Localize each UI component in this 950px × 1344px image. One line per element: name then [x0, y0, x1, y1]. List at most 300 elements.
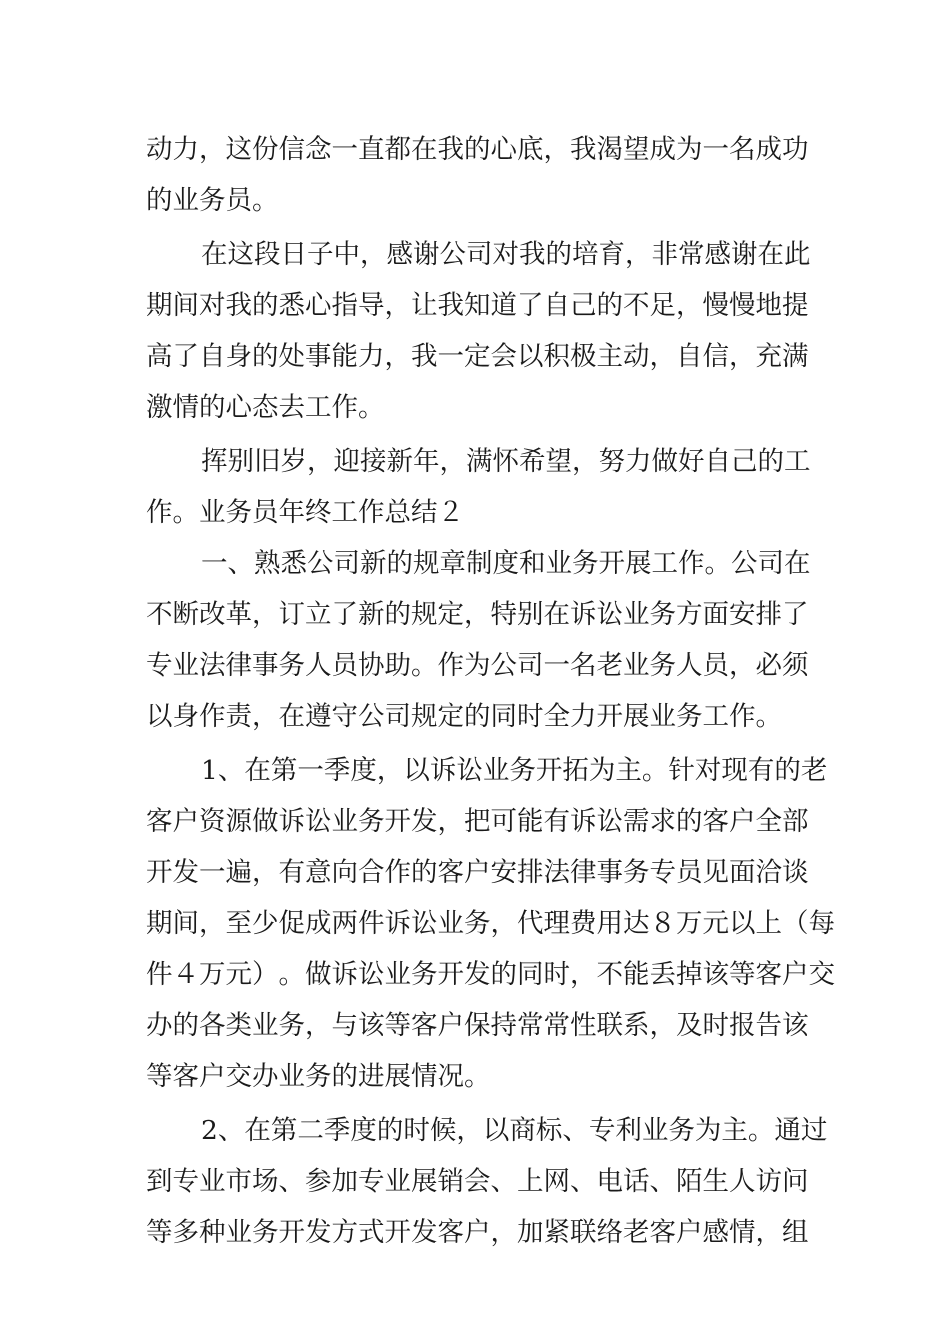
text-char: 、: [562, 1115, 589, 1146]
text-char: 主: [721, 1115, 748, 1146]
text-char: 对: [199, 290, 226, 321]
text-char: 法: [199, 650, 226, 681]
text-char: 户: [464, 1217, 491, 1248]
text-char: 在: [244, 1115, 271, 1146]
text-char: 诉: [570, 599, 597, 630]
text-char: 公: [731, 548, 758, 579]
text-char: 一: [201, 548, 228, 579]
text-char: 丢: [649, 959, 676, 990]
text-char: ，: [570, 959, 597, 990]
text-char: 人: [676, 650, 703, 681]
text-char: 成: [755, 134, 782, 165]
text-char: 。: [704, 548, 731, 579]
text-char: 合: [358, 857, 385, 888]
text-char: 慢: [729, 290, 756, 321]
text-char: 开: [278, 1217, 305, 1248]
text-char: 有: [278, 857, 305, 888]
text-char: 知: [464, 290, 491, 321]
text-char: 和: [519, 548, 546, 579]
text-char: 工: [784, 446, 811, 477]
text-char: 源: [225, 806, 252, 837]
text-char: 促: [278, 908, 305, 939]
text-char: 自: [676, 341, 703, 372]
text-char: 全: [755, 806, 782, 837]
text-char: 了: [517, 290, 544, 321]
text-char: 类: [225, 1010, 252, 1041]
text-char: 的: [774, 755, 801, 786]
text-char: 开: [146, 857, 173, 888]
text-char: 高: [146, 341, 173, 372]
text-char: 务: [623, 857, 650, 888]
text-char: 业: [641, 1115, 669, 1146]
text-char: 心: [305, 290, 332, 321]
text-char: 二: [297, 1115, 324, 1146]
text-char: 积: [543, 341, 570, 372]
paragraph-start-line: [146, 1105, 828, 1156]
text-char: 改: [199, 599, 226, 630]
text-char: 地: [755, 290, 782, 321]
text-char: ，: [464, 599, 491, 630]
text-char: 业: [623, 650, 650, 681]
text-char: 、: [278, 1166, 305, 1197]
text-char: 了: [331, 599, 358, 630]
text-char: 熟: [254, 548, 281, 579]
text-char: 培: [572, 239, 599, 270]
text-char: 不: [596, 959, 623, 990]
text-char: 度: [350, 755, 377, 786]
text-char: 等: [146, 1217, 173, 1248]
text-char: 业: [482, 755, 510, 786]
text-char: 该: [782, 1010, 809, 1041]
text-char: 作: [437, 650, 464, 681]
text-char: 员: [331, 650, 358, 681]
text-char: 感: [386, 239, 413, 270]
text-char: 业: [172, 650, 199, 681]
text-char: 客: [437, 1217, 464, 1248]
text-char: 同: [517, 959, 544, 990]
text-char: 用: [596, 908, 623, 939]
text-char: 。: [641, 755, 669, 786]
text-char: 意: [305, 857, 332, 888]
text-char: 诉: [429, 755, 457, 786]
text-char: 订: [278, 599, 305, 630]
text-char: 信: [702, 341, 729, 372]
text-char: 客: [437, 857, 464, 888]
text-char: 该: [358, 1010, 385, 1041]
text-char: 通: [774, 1115, 801, 1146]
text-char: 件: [358, 908, 385, 939]
text-char: 的: [386, 548, 413, 579]
text-char: 排: [517, 857, 544, 888]
text-char: 做: [252, 806, 279, 837]
text-char: 办: [146, 1010, 173, 1041]
text-char: 讼: [358, 959, 385, 990]
text-char: 工: [651, 548, 678, 579]
text-char: 满: [782, 341, 809, 372]
text-char: 章: [439, 548, 466, 579]
text-char: 客: [702, 806, 729, 837]
text-char: 的: [172, 1010, 199, 1041]
text-char: 公: [307, 548, 334, 579]
text-char: 老: [800, 755, 828, 786]
text-char: 掉: [676, 959, 703, 990]
text-char: 的: [545, 239, 572, 270]
text-char: 情: [729, 1217, 756, 1248]
text-char: 商: [509, 1115, 536, 1146]
text-char: 发: [172, 857, 199, 888]
text-char: 动: [146, 134, 173, 165]
text-char: 过: [800, 1115, 828, 1146]
text-char: 洽: [755, 857, 782, 888]
text-char: 自: [199, 341, 226, 372]
text-char: 我: [519, 239, 546, 270]
text-char: 做: [305, 959, 332, 990]
text-char: 律: [225, 650, 252, 681]
text-line: [146, 949, 835, 1000]
text-char: 常: [543, 1010, 570, 1041]
text-char: 以: [517, 341, 544, 372]
text-char: 每: [808, 908, 835, 939]
text-char: 资: [199, 806, 226, 837]
text-char: 为: [676, 134, 703, 165]
text-line: 激情的心态去工作。: [146, 392, 385, 423]
text-char: 季: [323, 755, 351, 786]
text-char: 参: [305, 1166, 332, 1197]
text-char: 成: [649, 134, 676, 165]
text-char: 接: [360, 446, 387, 477]
text-char: 以: [729, 908, 756, 939]
text-line: [146, 331, 809, 382]
text-char: 的: [596, 290, 623, 321]
text-char: 岁: [280, 446, 307, 477]
text-char: 1: [201, 755, 218, 786]
text-char: 的: [384, 599, 411, 630]
text-char: 自: [543, 290, 570, 321]
text-char: 诉: [570, 806, 597, 837]
text-char: 展: [625, 548, 652, 579]
text-line: [146, 640, 809, 691]
text-char: 指: [331, 290, 358, 321]
text-char: 为: [588, 755, 616, 786]
text-char: 不: [146, 599, 173, 630]
text-char: 务: [411, 959, 438, 990]
text-char: 以: [403, 755, 430, 786]
text-char: 一: [437, 341, 464, 372]
text-char: 的: [411, 857, 438, 888]
text-char: 客: [649, 1217, 676, 1248]
text-char: 业: [199, 1166, 226, 1197]
text-char: 做: [651, 446, 678, 477]
text-char: 市: [225, 1166, 252, 1197]
text-char: 系: [623, 1010, 650, 1041]
text-char: 为: [694, 1115, 722, 1146]
text-char: ，: [755, 1217, 782, 1248]
text-char: 主: [596, 341, 623, 372]
text-char: 方: [331, 1217, 358, 1248]
text-char: 电: [596, 1166, 623, 1197]
text-char: 别: [517, 599, 544, 630]
text-char: 务: [278, 1010, 305, 1041]
text-char: 安: [490, 857, 517, 888]
text-char: 少: [252, 908, 279, 939]
text-char: 户: [729, 806, 756, 837]
text-char: 员: [676, 857, 703, 888]
text-char: 上: [517, 1166, 544, 1197]
text-char: 了: [172, 341, 199, 372]
text-char: 非: [651, 239, 678, 270]
text-char: 络: [596, 1217, 623, 1248]
text-char: 年: [413, 446, 440, 477]
text-char: 业: [545, 548, 572, 579]
text-char: 常: [678, 239, 705, 270]
text-char: ，: [384, 341, 411, 372]
text-char: 员: [702, 650, 729, 681]
text-line: [146, 124, 809, 175]
text-char: 网: [543, 1166, 570, 1197]
text-char: 专: [172, 1166, 199, 1197]
document-body: [146, 124, 835, 1258]
text-line: [146, 847, 809, 898]
text-char: 时: [702, 1010, 729, 1041]
text-char: 两: [331, 908, 358, 939]
text-char: ４: [172, 959, 199, 990]
text-char: 诉: [278, 806, 305, 837]
text-char: 业: [225, 1217, 252, 1248]
text-char: 业: [252, 1010, 279, 1041]
text-char: 候: [429, 1115, 457, 1146]
text-char: 发: [464, 959, 491, 990]
text-char: 谢: [731, 239, 758, 270]
text-char: 安: [729, 599, 756, 630]
text-char: 慢: [702, 290, 729, 321]
text-char: 特: [490, 599, 517, 630]
text-char: 身: [225, 341, 252, 372]
text-char: 在: [201, 239, 228, 270]
text-char: ，: [649, 1010, 676, 1041]
text-char: 务: [358, 806, 385, 837]
text-char: 足: [649, 290, 676, 321]
text-char: 的: [676, 806, 703, 837]
text-char: 自: [704, 446, 731, 477]
text-char: 务: [572, 548, 599, 579]
text-char: 动: [623, 341, 650, 372]
text-char: 子: [307, 239, 334, 270]
text-char: 底: [517, 134, 544, 165]
text-char: 司: [517, 650, 544, 681]
text-char: 讼: [456, 755, 483, 786]
text-line: [146, 796, 809, 847]
text-char: 人: [729, 1166, 756, 1197]
text-char: 必: [755, 650, 782, 681]
text-char: 户: [676, 1217, 703, 1248]
text-char: 规: [411, 599, 438, 630]
text-char: 、: [217, 1115, 245, 1146]
text-char: 时: [403, 1115, 430, 1146]
text-char: 上: [755, 908, 782, 939]
text-line: [146, 280, 809, 331]
text-char: 一: [297, 755, 324, 786]
text-char: 主: [615, 755, 642, 786]
text-char: 公: [490, 650, 517, 681]
text-char: 定: [437, 599, 464, 630]
paragraph-start-line: [146, 229, 811, 280]
text-char: 达: [623, 908, 650, 939]
text-char: ，: [729, 341, 756, 372]
text-char: 此: [784, 239, 811, 270]
text-char: 在: [543, 599, 570, 630]
text-char: 发: [411, 1217, 438, 1248]
text-char: 革: [225, 599, 252, 630]
text-char: 度: [350, 1115, 377, 1146]
text-char: 与: [331, 1010, 358, 1041]
text-char: 导: [358, 290, 385, 321]
text-char: 话: [623, 1166, 650, 1197]
text-char: 生: [702, 1166, 729, 1197]
text-char: 专: [146, 650, 173, 681]
text-char: 须: [782, 650, 809, 681]
text-char: 希: [519, 446, 546, 477]
text-char: 业: [623, 599, 650, 630]
text-char: 客: [755, 959, 782, 990]
text-char: 不: [623, 290, 650, 321]
text-char: 旧: [254, 446, 281, 477]
text-char: 元: [702, 908, 729, 939]
text-char: 务: [464, 908, 491, 939]
text-char: 力: [625, 446, 652, 477]
text-char: 问: [782, 1166, 809, 1197]
text-char: 讼: [411, 908, 438, 939]
text-char: 讼: [305, 806, 332, 837]
text-char: 可: [490, 806, 517, 837]
text-char: 场: [252, 1166, 279, 1197]
text-char: ，: [307, 446, 334, 477]
text-char: 能: [517, 806, 544, 837]
text-char: 一: [702, 134, 729, 165]
text-char: 期: [146, 908, 173, 939]
text-char: 专: [649, 857, 676, 888]
text-char: 元: [225, 959, 252, 990]
text-char: 名: [570, 650, 597, 681]
text-char: 诉: [331, 959, 358, 990]
text-char: ，: [437, 806, 464, 837]
text-line: 作。业务员年终工作总结２: [146, 497, 464, 528]
text-char: 务: [668, 1115, 695, 1146]
text-char: 的: [757, 446, 784, 477]
text-char: 司: [757, 548, 784, 579]
text-char: 公: [439, 239, 466, 270]
text-char: 我: [570, 134, 597, 165]
text-char: 报: [729, 1010, 756, 1041]
text-char: 业: [331, 806, 358, 837]
text-char: 季: [323, 1115, 351, 1146]
text-char: 销: [437, 1166, 464, 1197]
text-char: 断: [172, 599, 199, 630]
text-char: 式: [358, 1217, 385, 1248]
text-char: ，: [456, 1115, 483, 1146]
text-char: 专: [588, 1115, 616, 1146]
text-char: 诉: [384, 908, 411, 939]
paragraph-start-line: [146, 745, 828, 796]
text-char: 助: [384, 650, 411, 681]
text-char: 的: [464, 134, 491, 165]
text-char: 各: [199, 1010, 226, 1041]
text-char: 人: [305, 650, 332, 681]
text-char: 新: [360, 548, 387, 579]
text-char: 户: [464, 857, 491, 888]
text-char: 间: [172, 290, 199, 321]
text-char: 我: [225, 290, 252, 321]
text-line: 以身作责，在遵守公司规定的同时全力开展业务工作。: [146, 701, 782, 732]
text-char: 件: [146, 959, 173, 990]
text-char: 怀: [492, 446, 519, 477]
text-char: 份: [252, 134, 279, 165]
text-char: 代: [517, 908, 544, 939]
text-line: 等客户交办业务的进展情况。: [146, 1061, 491, 1092]
text-char: 以: [482, 1115, 510, 1146]
text-char: 费: [570, 908, 597, 939]
text-char: 能: [623, 959, 650, 990]
text-char: 作: [678, 548, 705, 579]
text-char: 在: [411, 134, 438, 165]
text-char: 向: [331, 857, 358, 888]
text-char: 对: [492, 239, 519, 270]
text-char: 极: [570, 341, 597, 372]
text-char: 性: [570, 1010, 597, 1041]
text-char: ，: [676, 290, 703, 321]
text-char: 作: [384, 857, 411, 888]
text-char: 遍: [225, 857, 252, 888]
text-char: ，: [490, 1217, 517, 1248]
text-char: 一: [543, 650, 570, 681]
text-char: 、: [570, 1166, 597, 1197]
text-char: 事: [305, 341, 332, 372]
text-char: 这: [225, 134, 252, 165]
text-char: 万: [199, 959, 226, 990]
text-char: 常: [517, 1010, 544, 1041]
text-char: 面: [729, 857, 756, 888]
text-char: 我: [437, 290, 464, 321]
text-char: 利: [615, 1115, 642, 1146]
text-char: 在: [757, 239, 784, 270]
text-char: 陌: [676, 1166, 703, 1197]
text-char: 这: [227, 239, 254, 270]
text-char: ，: [543, 134, 570, 165]
text-char: 信: [278, 134, 305, 165]
text-char: 讼: [596, 599, 623, 630]
text-char: 谈: [782, 857, 809, 888]
text-char: 段: [254, 239, 281, 270]
text-char: 对: [694, 755, 722, 786]
text-char: 、: [490, 1166, 517, 1197]
text-char: 望: [545, 446, 572, 477]
text-char: ，: [199, 908, 226, 939]
text-char: ，: [252, 857, 279, 888]
text-char: 功: [782, 134, 809, 165]
text-char: 定: [464, 341, 491, 372]
text-char: 业: [384, 959, 411, 990]
text-char: 感: [702, 1217, 729, 1248]
text-char: 务: [649, 650, 676, 681]
text-char: 期: [146, 290, 173, 321]
text-char: 紧: [543, 1217, 570, 1248]
text-char: 多: [172, 1217, 199, 1248]
text-line: [146, 898, 835, 949]
text-char: 现: [721, 755, 748, 786]
text-char: 开: [437, 959, 464, 990]
text-char: 念: [305, 134, 332, 165]
text-char: 部: [782, 806, 809, 837]
text-char: ８: [649, 908, 676, 939]
